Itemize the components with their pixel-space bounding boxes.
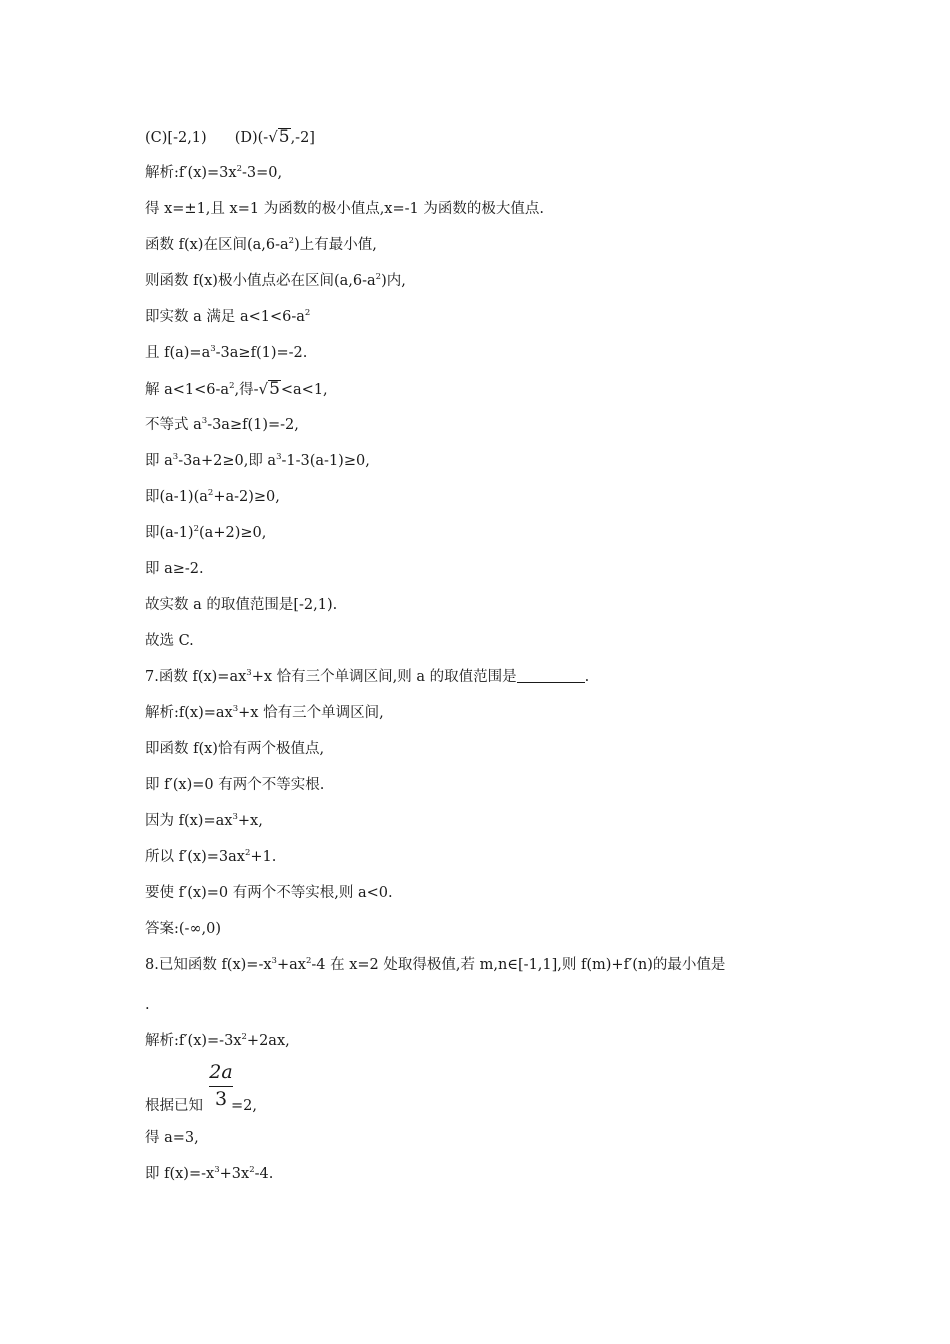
text-line: 即 f′(x)=0 有两个不等实根. bbox=[145, 777, 325, 793]
text-line: 则函数 f(x)极小值点必在区间$(a,6-a^2)$内, bbox=[145, 272, 406, 289]
question-8: 8.已知函数 $f(x)=-x^3+ax^2-4$ 在 x=2 处取得极值,若 m,n∈[-1,1],则 f(m)+f′(n)的最小值是 bbox=[145, 956, 726, 973]
answer-blank bbox=[517, 668, 585, 683]
text-line: 即$(a-1)(a^2+a-2)\ge 0$, bbox=[145, 488, 280, 505]
answer-line: 答案:(-∞,0) bbox=[145, 921, 222, 937]
text-line: 故实数 a 的取值范围是[-2,1). bbox=[145, 597, 338, 613]
option-c: (C)[-2,1) bbox=[145, 130, 207, 146]
text-line: 解析$:f(x)=ax^3+x$ 恰有三个单调区间, bbox=[145, 704, 384, 721]
text-line: 解析$:f'(x)=3x^2-3=0$, bbox=[145, 164, 283, 181]
fraction-numerator: 2a bbox=[209, 1060, 233, 1087]
text-line: 即 a≥-2. bbox=[145, 561, 204, 577]
option-line-c-d: (C)[-2,1) (D)(-√5,-2] bbox=[145, 127, 315, 147]
text-line: 即函数 f(x)恰有两个极值点, bbox=[145, 741, 325, 757]
text-line: 解 $a<1<6-a^2$,得-√5<a<1, bbox=[145, 379, 328, 399]
text-line: . bbox=[145, 997, 150, 1013]
text-line: 即 $f(x)=-x^3+3x^2-4$. bbox=[145, 1165, 274, 1182]
text-line: 解析$:f'(x)=-3x^2+2ax$, bbox=[145, 1032, 290, 1049]
text-line: 即实数 a 满足 $a<1<6-a^2$ bbox=[145, 308, 311, 325]
text-line: 所以 $f'(x)=3ax^2+1$. bbox=[145, 848, 277, 865]
text-line: 不等式 $a^3-3a\ge f(1)=-2$, bbox=[145, 416, 299, 433]
text-line: 因为 $f(x)=ax^3+x$, bbox=[145, 812, 263, 829]
sqrt-5: √5 bbox=[258, 379, 280, 399]
text-line: 根据已知 =2, bbox=[145, 1098, 257, 1114]
sqrt-5: √5 bbox=[268, 127, 290, 147]
fraction-denominator: 3 bbox=[214, 1088, 228, 1110]
text-line: 即$(a-1)^2(a+2)\ge 0$, bbox=[145, 524, 267, 541]
text-line: 得 a=3, bbox=[145, 1130, 199, 1146]
text-line: 且 $f(a)=a^3-3a\ge f(1)=-2$. bbox=[145, 344, 308, 361]
text-line: 要使 f′(x)=0 有两个不等实根,则 a<0. bbox=[145, 885, 393, 901]
text-line: 即 $a^3-3a+2\ge 0$,即 $a^3-1-3(a-1)\ge 0$, bbox=[145, 452, 370, 469]
text-line: 函数 f(x)在区间$(a,6-a^2)$上有最小值, bbox=[145, 236, 377, 253]
option-d: (D)(- bbox=[234, 130, 269, 146]
text-line: 故选 C. bbox=[145, 633, 194, 649]
question-7: 7.函数 $f(x)=ax^3+x$ 恰有三个单调区间,则 a 的取值范围是 . bbox=[145, 668, 590, 685]
text-line: 得 x=±1,且 x=1 为函数的极小值点,x=-1 为函数的极大值点. bbox=[145, 201, 544, 217]
